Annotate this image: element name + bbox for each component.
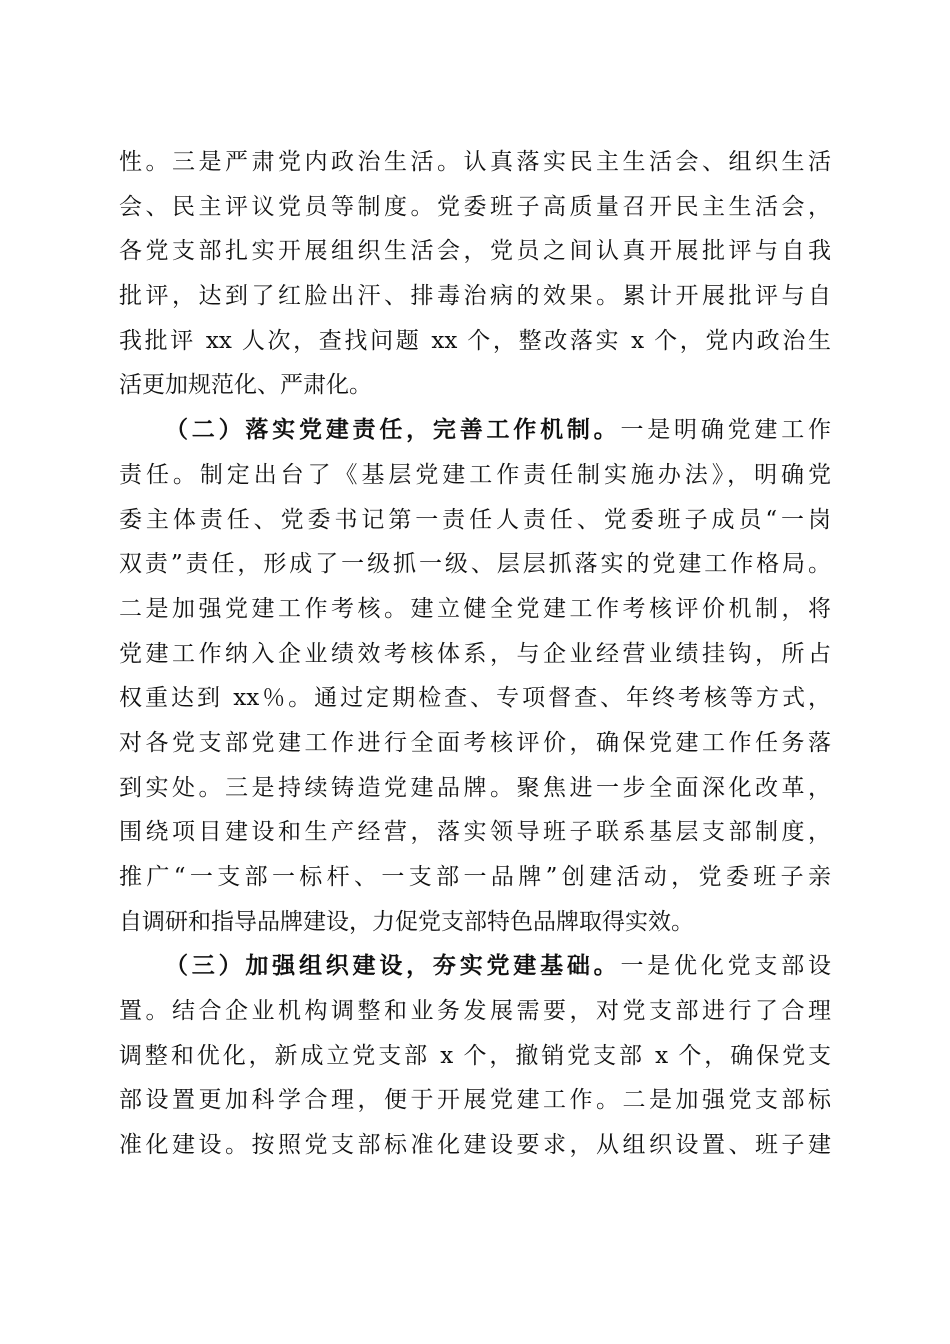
paragraph-line: 调整和优化，新成立党支部 x 个，撤销党支部 x 个，确保党支: [119, 1042, 831, 1069]
paragraph-line: 部设置更加科学合理，便于开展党建工作。二是加强党支部标: [119, 1087, 831, 1114]
paragraph-line: 二是加强党建工作考核。建立健全党建工作考核评价机制，将: [119, 595, 831, 622]
document-body: [119, 140, 831, 1168]
paragraph-line: 批评，达到了红脸出汗、排毒治病的效果。累计开展批评与自: [119, 283, 831, 310]
paragraph-line: 双责”责任，形成了一级抓一级、层层抓落实的党建工作格局。: [119, 551, 831, 578]
paragraph-line: 委主体责任、党委书记第一责任人责任、党委班子成员“一岗: [119, 506, 831, 533]
paragraph-line: 围绕项目建设和生产经营，落实领导班子联系基层支部制度，: [119, 819, 831, 846]
paragraph-line: 我批评 xx 人次，查找问题 xx 个，整改落实 x 个，党内政治生: [119, 327, 831, 354]
paragraph-text: 一是优化党支部设: [620, 953, 832, 980]
paragraph-line: 党建工作纳入企业绩效考核体系，与企业经营业绩挂钩，所占: [119, 640, 831, 667]
section-heading-3: （三）加强组织建设，夯实党建基础。: [165, 952, 621, 980]
paragraph-line: 权重达到 xx％。通过定期检查、专项督查、年终考核等方式，: [119, 685, 831, 712]
paragraph-line: 到实处。三是持续铸造党建品牌。聚焦进一步全面深化改革，: [119, 774, 831, 801]
paragraph-text: 一是明确党建工作: [620, 417, 832, 444]
paragraph-line: 各党支部扎实开展组织生活会，党员之间认真开展批评与自我: [119, 238, 831, 265]
section-heading-2: （二）落实党建责任，完善工作机制。: [165, 416, 621, 444]
paragraph-first-line: [119, 408, 831, 453]
paragraph-line: 责任。制定出台了《基层党建工作责任制实施办法》，明确党: [119, 461, 831, 488]
paragraph-line: 会、民主评议党员等制度。党委班子高质量召开民主生活会，: [119, 193, 831, 220]
paragraph-line: 性。三是严肃党内政治生活。认真落实民主生活会、组织生活: [119, 149, 831, 175]
paragraph-line: 自调研和指导品牌建设，力促党支部特色品牌取得实效。: [119, 908, 694, 935]
paragraph-first-line: [119, 944, 831, 989]
paragraph-line: 准化建设。按照党支部标准化建设要求，从组织设置、班子建: [119, 1132, 831, 1159]
paragraph-line: 推广“一支部一标杆、一支部一品牌”创建活动，党委班子亲: [119, 864, 831, 890]
paragraph-line: 对各党支部党建工作进行全面考核评价，确保党建工作任务落: [119, 729, 831, 756]
paragraph-line: 置。结合企业机构调整和业务发展需要，对党支部进行了合理: [119, 998, 831, 1025]
paragraph-line: 活更加规范化、严肃化。: [119, 372, 372, 399]
